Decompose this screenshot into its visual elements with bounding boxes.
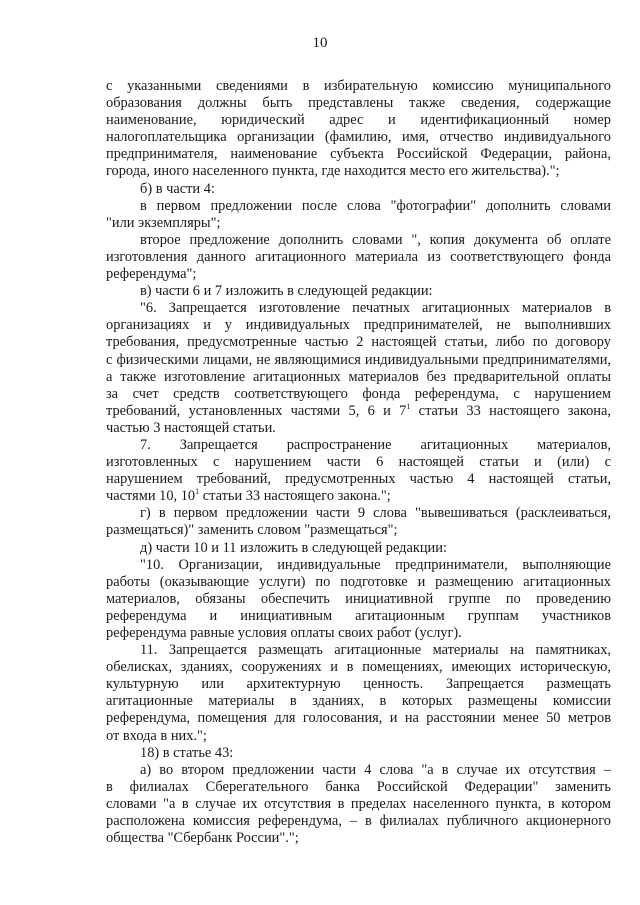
text-line: наименование, юридический адрес и идентификационный номер [106,112,611,129]
text-line: обелисках, зданиях, сооружениях и в помещениях, имеющих историческую, [106,659,611,676]
text-line: референдума, помещения для голосования, и на расстоянии менее 50 метров [106,710,611,727]
paragraph [106,181,611,198]
superscript-mark: 1 [195,487,200,497]
text-line: б) в части 4: [140,180,215,197]
text-line: требования, предусмотренные частью 2 настоящей статьи, либо по договору [106,334,611,351]
text-line: агитационные материалы в зданиях, в которых размещены комиссии [106,693,611,710]
paragraph [106,642,611,745]
text-line: "10. Организации, индивидуальные предприниматели, выполняющие [140,556,611,573]
text-line: города, иного населенного пункта, где находится место его жительства)."; [106,163,560,180]
text-line: нарушением требований, предусмотренных частью 4 настоящей статьи, [106,471,611,488]
text-line: 7. Запрещается распространение агитационных материалов, [140,436,611,453]
text-line: словами "а в случае их отсутствия в пределах населенного пункта, в котором [106,795,611,812]
document-body [106,78,611,847]
text-line: требований, установленных частями 5, 6 и $7^1$ статьи 33 настоящего закона, [106,401,611,419]
paragraph [106,232,611,283]
text-line: в) части 6 и 7 изложить в следующей редакции: [140,283,433,300]
text-line: работы (оказывающие услуги) по подготовке и размещению агитационных [106,573,611,590]
text-line: частью 3 настоящей статьи. [106,419,276,436]
text-line: "или экземпляры"; [106,214,221,231]
text-line: д) части 10 и 11 изложить в следующей редакции: [140,539,447,556]
paragraph [106,198,611,232]
text-line: второе предложение дополнить словами ", копия документа об оплате [140,231,611,248]
superscript-mark: 1 [406,401,411,411]
paragraph [106,437,611,505]
paragraph [106,300,611,437]
text-line: а также изготовление агитационных материалов без предварительной оплаты [106,368,611,385]
text-line: налогоплательщика организации (фамилию, имя, отчество индивидуального [106,129,611,146]
paragraph [106,762,611,847]
text-line: предпринимателя, наименование субъекта Российской Федерации, района, [106,146,611,163]
text-line: в первом предложении после слова "фотографии" дополнить словами [140,197,611,214]
paragraph [106,505,611,539]
text-line: референдума"; [106,266,197,283]
text-line: образования должны быть представлены также сведения, содержащие [106,95,611,112]
text-line: частями 10, $10^1$ статьи 33 настоящего закона."; [106,487,391,505]
text-line: от входа в них."; [106,727,207,744]
text-line: культурную или архитектурную ценность. Запрещается размещать [106,676,611,693]
paragraph [106,557,611,642]
text-line: референдума и инициативным агитационным группам участников [106,607,611,624]
text-line: организациях и у индивидуальных предпринимателей, не выполнивших [106,317,611,334]
text-line: изготовления данного агитационного материала из соответствующего фонда [106,248,611,265]
text-line: референдума равные условия оплаты своих работ (услуг). [106,625,462,641]
text-line: расположена комиссия референдума, – в филиалах публичного акционерного [106,813,611,830]
text-line: размещаться)" заменить словом "размещаться"; [106,522,398,539]
paragraph [106,540,611,557]
text-line: а) во втором предложении части 4 слова "а в случае их отсутствия – [140,761,611,778]
text-line: с указанными сведениями в избирательную комиссию муниципального [106,78,611,94]
text-line: материалов, обязаны обеспечить инициативной группе по проведению [106,590,611,607]
text-line: 18) в статье 43: [140,744,234,761]
text-line: 11. Запрещается размещать агитационные материалы на памятниках, [140,642,611,659]
text-line: г) в первом предложении части 9 слова "вывешиваться (расклеиваться, [140,505,611,522]
paragraph [106,745,611,762]
paragraph [106,78,611,181]
text-line: изготовленных с нарушением части 6 настоящей статьи и (или) с [106,454,611,471]
text-line: "6. Запрещается изготовление печатных агитационных материалов в [140,300,611,317]
paragraph [106,283,611,300]
page-number: 10 [312,35,328,51]
text-line: с физическими лицами, не являющимися индивидуальными предпринимателями, [106,351,611,368]
text-line: за счет средств соответствующего фонда референдума, с нарушением [106,385,611,402]
text-line: в филиалах Сберегательного банка Российской Федерации" заменить [106,778,611,795]
text-line: общества "Сбербанк России"."; [106,830,299,847]
